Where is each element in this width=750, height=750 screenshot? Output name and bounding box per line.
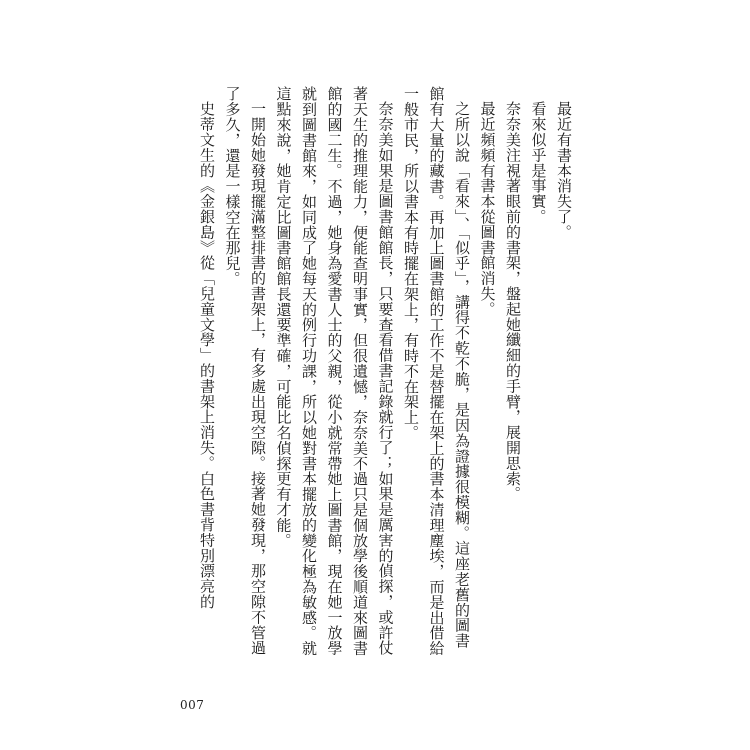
paragraph: 看來似乎是事實。 <box>529 101 548 225</box>
paragraph: 最近頻頻有書本從圖書館消失。 <box>478 101 497 317</box>
paragraph: 一開始她發現擺滿整排書的書架上，有多處出現空隙。接著她發現，那空隙不管過了多久，還是一樣空在那兒。 <box>223 86 267 656</box>
paragraph: 奈奈美注視著眼前的書架，盤起她纖細的手臂，展開思索。 <box>504 101 522 502</box>
paragraph: 之所以說「看來」、「似乎」，講得不乾不脆，是因為證據很模糊。這座老舊的圖書館有大量的藏書。再加上圖書館的工作不是替擺在架上的書本清理塵埃，而是出借給一般市民，所以書本有時擺在架上，有時不在架上。 <box>402 86 471 656</box>
paragraph: 史蒂文生的《金銀島》從「兒童文學」的書架上消失。白色書背特別漂亮的 <box>198 101 216 610</box>
page-number: 007 <box>180 698 205 712</box>
vertical-text-block <box>166 86 576 656</box>
paragraph: 最近有書本消失了。 <box>555 101 573 240</box>
paragraph: 奈奈美如果是圖書館館長，只要查看借書記錄就行了；如果是厲害的偵探，或許仗著天生的推理能力，便能查明事實，但很遺憾，奈奈美不過只是個放學後順道來圖書館的國二生。不過，她身為愛書人士的父親，從小就常帶她上圖書館，現在她一放學就到圖書館來，如同成了她每天的例行功課，所以她對書本擺放的變化極為敏感。就這點來說，她肯定比圖書館館長還要準確，可能比名偵探更有才能。 <box>274 86 395 656</box>
